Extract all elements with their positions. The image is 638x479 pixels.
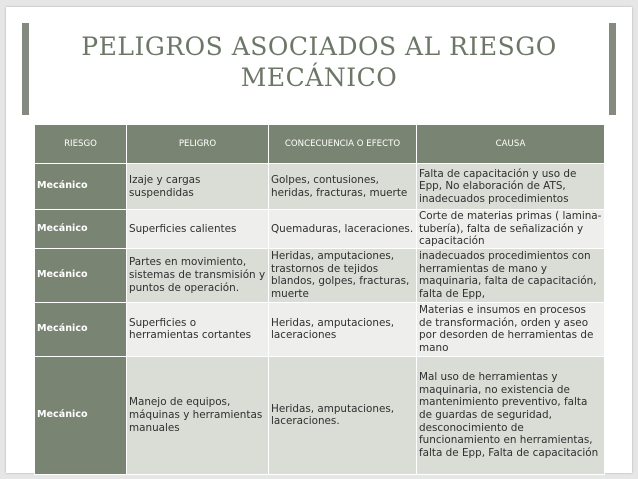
cell-consecuencia: Heridas, amputaciones, trastornos de tejidos blandos, golpes, fracturas, muerte [269,248,417,302]
cell-consecuencia: Golpes, contusiones, heridas, fracturas, muerte [269,164,417,210]
title-accent-right [609,23,616,115]
slide-title-line2: MECÁNICO [240,63,398,92]
table-row [35,302,605,356]
slide-title [46,31,592,93]
table-header-row [35,125,605,164]
cell-peligro: Manejo de equipos, máquinas y herramientas manuales [127,356,269,474]
cell-peligro: Superficies o herramientas cortantes [127,302,269,356]
cell-riesgo: Mecánico [35,210,127,249]
cell-causa: Mal uso de herramientas y maquinaria, no existencia de mantenimiento preventivo, falta de guardas de seguridad, desconocimiento de funcionamiento en herramientas, falta de Epp, Falta de capacitación [417,356,605,474]
table-row [35,210,605,249]
cell-peligro: Partes en movimiento, sistemas de transmisión y puntos de operación. [127,248,269,302]
cell-riesgo: Mecánico [35,164,127,210]
cell-consecuencia: Heridas, amputaciones, laceraciones. [269,356,417,474]
table-row [35,164,605,210]
cell-causa: Materias e insumos en procesos de transformación, orden y aseo por desorden de herramientas de mano [417,302,605,356]
cell-causa: Falta de capacitación y uso de Epp, No elaboración de ATS, inadecuados procedimientos [417,164,605,210]
cell-riesgo: Mecánico [35,302,127,356]
hazards-table [34,124,605,475]
header-causa: CAUSA [417,125,605,164]
header-consecuencia: CONCECUENCIA O EFECTO [269,125,417,164]
cell-consecuencia: Heridas, amputaciones, laceraciones [269,302,417,356]
table-row [35,356,605,474]
header-riesgo: RIESGO [35,125,127,164]
slide-title-line1: PELIGROS ASOCIADOS AL RIESGO [81,32,557,61]
cell-riesgo: Mecánico [35,248,127,302]
slide [6,7,632,473]
table-row [35,248,605,302]
title-accent-left [22,23,29,115]
header-peligro: PELIGRO [127,125,269,164]
cell-causa: inadecuados procedimientos con herramientas de mano y maquinaria, falta de capacitación, falta de Epp, [417,248,605,302]
cell-causa: Corte de materias primas ( lamina- tubería), falta de señalización y capacitación [417,210,605,249]
cell-consecuencia: Quemaduras, laceraciones. [269,210,417,249]
cell-peligro: Izaje y cargas suspendidas [127,164,269,210]
cell-riesgo: Mecánico [35,356,127,474]
cell-peligro: Superficies calientes [127,210,269,249]
